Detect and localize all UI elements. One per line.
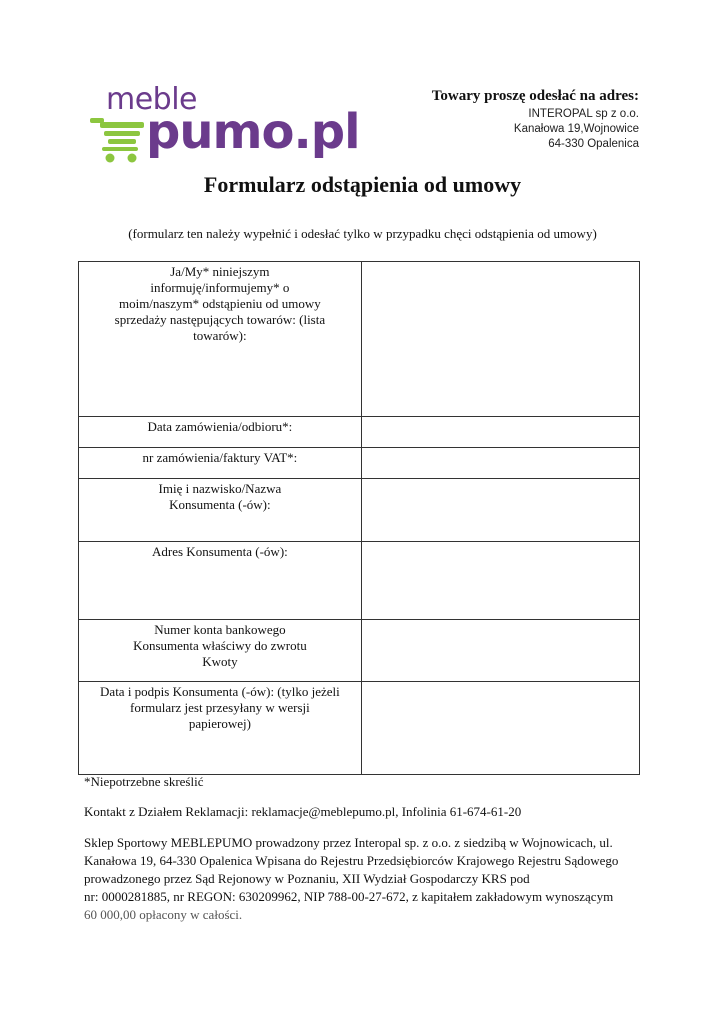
company-info-line: 60 000,00 opłacony w całości. xyxy=(84,907,243,922)
form-row-order-date xyxy=(79,417,640,448)
company-info-line: Kanałowa 19, 64-330 Opalenica Wpisana do Rejestru Przedsiębiorców Krajowego Rejestru Sądowego xyxy=(84,853,619,868)
form-label-goods-list: Ja/My* niniejszym informuję/informujemy* o moim/naszym* odstąpieniu od umowy sprzedaży następujących towarów: (lista towarów): xyxy=(79,262,362,417)
form-row-consumer-name xyxy=(79,479,640,542)
page-subtitle: (formularz ten należy wypełnić i odesłać tylko w przypadku chęci odstąpienia od umowy) xyxy=(128,226,597,241)
address-title: Towary proszę odesłać na adres: xyxy=(431,88,639,104)
form-field-order-date[interactable] xyxy=(361,417,639,448)
form-label-consumer-name: Imię i nazwisko/Nazwa Konsumenta (-ów): xyxy=(79,479,362,542)
return-address xyxy=(432,88,639,152)
contact-info: Kontakt z Działem Reklamacji: reklamacje@meblepumo.pl, Infolinia 61-674-61-20 xyxy=(84,804,522,819)
form-label-bank-account: Numer konta bankowego Konsumenta właściwy do zwrotu Kwoty xyxy=(79,620,362,682)
company-info-line: nr: 0000281885, nr REGON: 630209962, NIP 788-00-27-672, z kapitałem zakładowym wynoszącym xyxy=(84,889,614,904)
form-field-bank-account[interactable] xyxy=(361,620,639,682)
footnote: *Niepotrzebne skreślić xyxy=(84,774,204,789)
form-field-signature[interactable] xyxy=(361,682,639,775)
address-line: Kanałowa 19,Wojnowice xyxy=(513,123,639,135)
logo-meble-text: meble xyxy=(106,82,198,117)
address-line: 64-330 Opalenica xyxy=(548,138,639,150)
form-label-order-date: Data zamówienia/odbioru*: xyxy=(79,417,362,448)
page-title: Formularz odstąpienia od umowy xyxy=(203,172,522,197)
form-label-order-number: nr zamówienia/faktury VAT*: xyxy=(79,448,362,479)
shopping-cart-icon xyxy=(88,114,148,164)
form-row-order-number xyxy=(79,448,640,479)
form-row-bank-account xyxy=(79,620,640,682)
form-label-consumer-address: Adres Konsumenta (-ów): xyxy=(79,542,362,620)
form-field-consumer-name[interactable] xyxy=(361,479,639,542)
form-field-consumer-address[interactable] xyxy=(361,542,639,620)
company-logo xyxy=(88,82,360,166)
logo-pumo-text: pumo.pl xyxy=(146,104,360,160)
address-line: INTEROPAL sp z o.o. xyxy=(528,108,639,120)
form-field-order-number[interactable] xyxy=(361,448,639,479)
form-row-consumer-address xyxy=(79,542,640,620)
form-row-goods-list xyxy=(79,262,640,417)
form-label-signature: Data i podpis Konsumenta (-ów): (tylko jeżeli formularz jest przesyłany w wersji papierowej) xyxy=(79,682,362,775)
company-info-line: prowadzonego przez Sąd Rejonowy w Poznaniu, XII Wydział Gospodarczy KRS pod xyxy=(84,871,530,886)
form-field-goods-list[interactable] xyxy=(361,262,639,417)
withdrawal-form-table xyxy=(78,261,640,775)
form-row-signature xyxy=(79,682,640,775)
company-info-line: Sklep Sportowy MEBLEPUMO prowadzony przez Interopal sp. z o.o. z siedzibą w Wojnowicach, ul. xyxy=(84,835,613,850)
company-info xyxy=(84,834,644,924)
